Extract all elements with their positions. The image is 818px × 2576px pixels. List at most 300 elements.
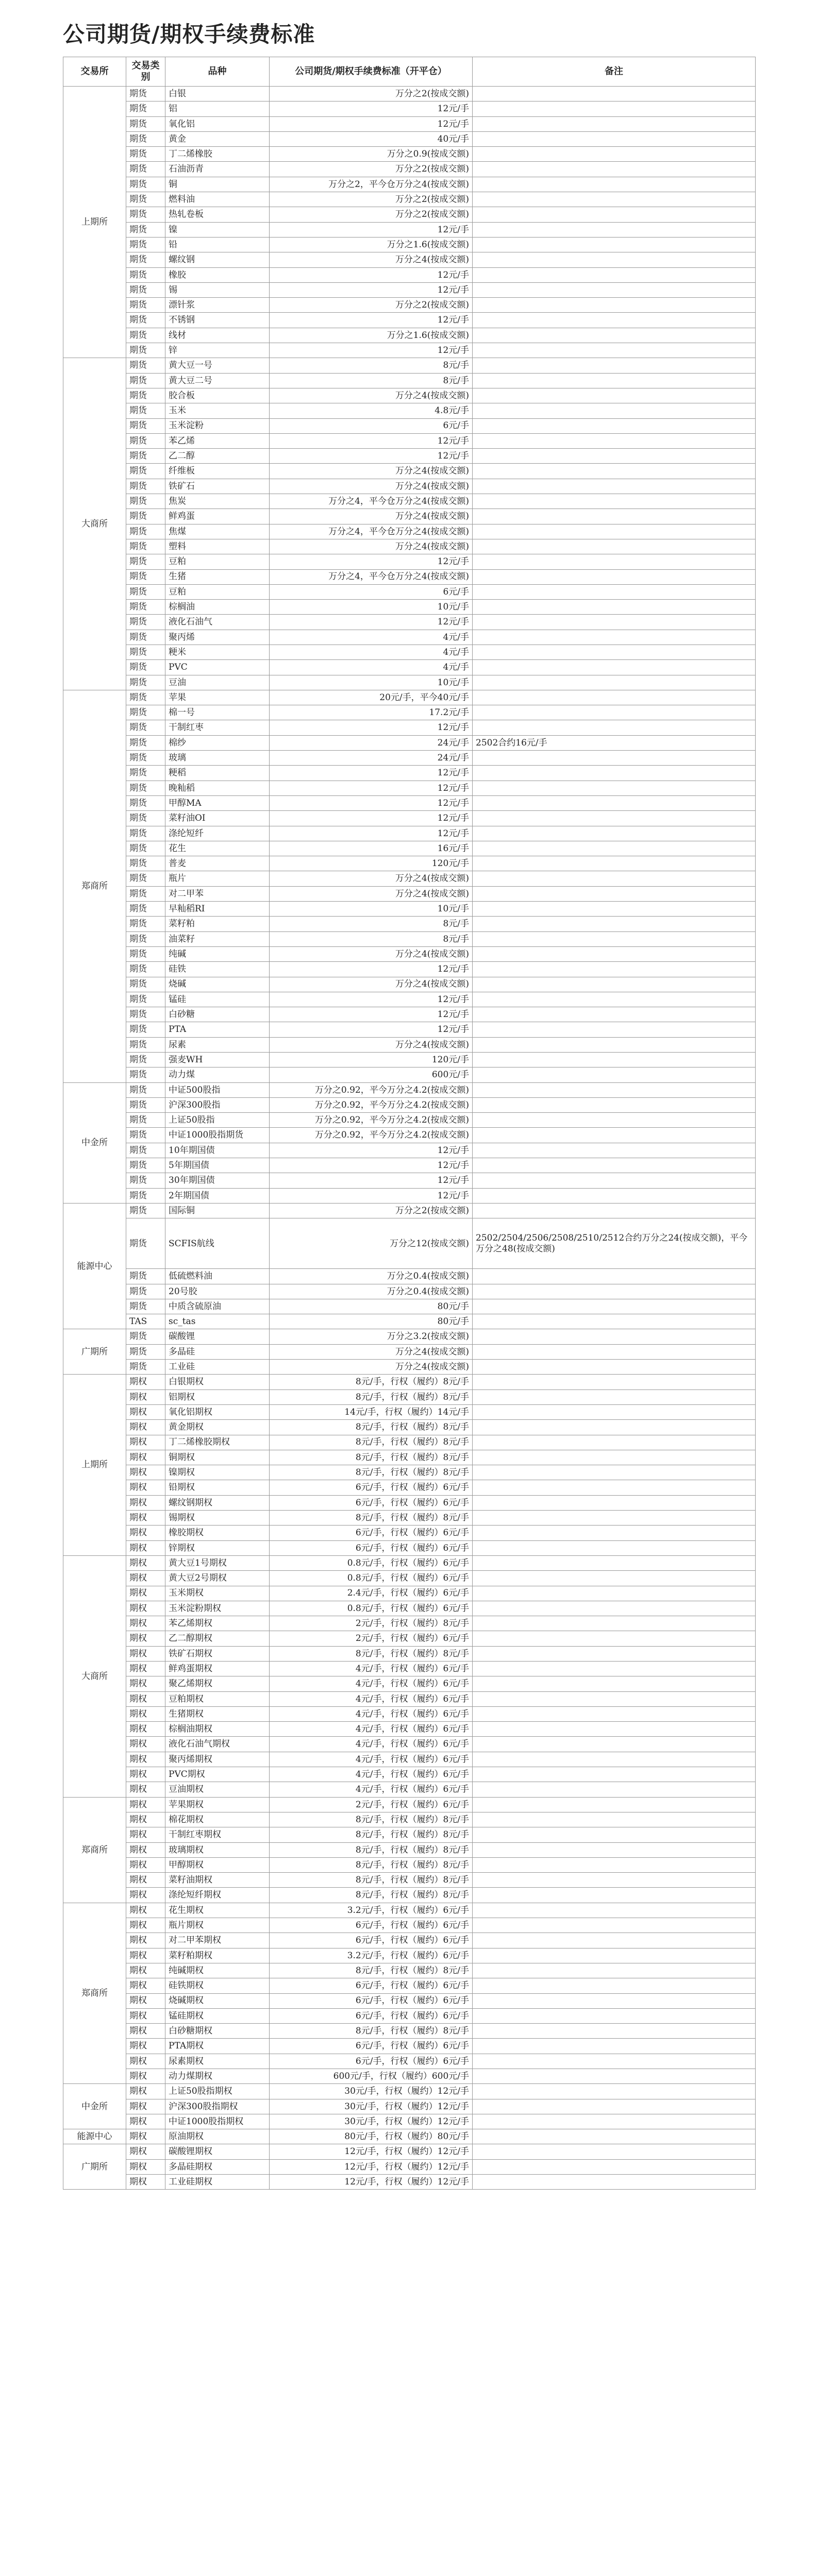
note-cell (473, 1827, 756, 1842)
table-row (63, 766, 756, 781)
note-cell (473, 1857, 756, 1872)
product-cell: 晚籼稻 (165, 781, 270, 795)
product-cell: 聚丙烯 (165, 630, 270, 645)
category-cell: 期权 (126, 2054, 165, 2069)
category-cell: 期权 (126, 1631, 165, 1646)
note-cell (473, 494, 756, 509)
note-cell (473, 282, 756, 297)
note-cell (473, 1480, 756, 1495)
fee-cell: 4元/手，行权（履约）6元/手 (270, 1706, 473, 1721)
product-cell: 30年期国债 (165, 1173, 270, 1188)
fee-cell: 4元/手，行权（履约）6元/手 (270, 1782, 473, 1797)
table-row (63, 826, 756, 841)
note-cell (473, 886, 756, 901)
note-cell (473, 192, 756, 207)
category-cell: 期货 (126, 946, 165, 961)
category-cell: 期货 (126, 192, 165, 207)
note-cell (473, 1555, 756, 1570)
fee-cell: 8元/手，行权（履约）8元/手 (270, 1389, 473, 1404)
fee-cell: 万分之0.9(按成交额) (270, 147, 473, 162)
fee-cell: 8元/手，行权（履约）8元/手 (270, 1511, 473, 1526)
note-cell (473, 705, 756, 720)
fee-cell: 120元/手 (270, 856, 473, 871)
category-cell: 期货 (126, 313, 165, 328)
table-row (63, 237, 756, 252)
note-cell (473, 1022, 756, 1037)
header-exchange: 交易所 (63, 57, 126, 87)
category-cell: 期货 (126, 1053, 165, 1067)
fee-cell: 12元/手 (270, 1173, 473, 1188)
note-cell (473, 1037, 756, 1052)
fee-cell: 24元/手 (270, 735, 473, 750)
note-cell (473, 1616, 756, 1631)
note-cell (473, 690, 756, 705)
table-row (63, 1767, 756, 1782)
product-cell: 烧碱 (165, 977, 270, 992)
table-row (63, 1113, 756, 1128)
note-cell (473, 554, 756, 569)
product-cell: 橡胶期权 (165, 1526, 270, 1540)
note-cell (473, 1450, 756, 1465)
note-cell (473, 358, 756, 373)
exchange-cell: 上期所 (63, 1375, 126, 1556)
note-cell (473, 1526, 756, 1540)
product-cell: 橡胶 (165, 267, 270, 282)
category-cell: 期货 (126, 207, 165, 222)
exchange-cell: 能源中心 (63, 1203, 126, 1329)
fee-cell: 80元/手，行权（履约）80元/手 (270, 2129, 473, 2144)
product-cell: 生猪 (165, 569, 270, 584)
category-cell: 期权 (126, 2159, 165, 2174)
table-row (63, 1360, 756, 1375)
fee-cell: 12元/手 (270, 992, 473, 1007)
note-cell (473, 569, 756, 584)
table-row (63, 1053, 756, 1067)
note-cell (473, 403, 756, 418)
table-row (63, 1752, 756, 1767)
product-cell: 烧碱期权 (165, 1993, 270, 2008)
product-cell: 豆粕 (165, 554, 270, 569)
product-cell: 铅 (165, 237, 270, 252)
category-cell: 期货 (126, 222, 165, 237)
note-cell (473, 1113, 756, 1128)
fee-cell: 10元/手 (270, 675, 473, 690)
table-row (63, 2008, 756, 2023)
fee-cell: 3.2元/手，行权（履约）6元/手 (270, 1948, 473, 1963)
product-cell: 锌期权 (165, 1540, 270, 1555)
fee-cell: 8元/手，行权（履约）8元/手 (270, 1873, 473, 1888)
table-row (63, 2144, 756, 2159)
note-cell (473, 1586, 756, 1601)
table-row (63, 781, 756, 795)
fee-cell: 12元/手，行权（履约）12元/手 (270, 2159, 473, 2174)
product-cell: 纯碱期权 (165, 1963, 270, 1978)
product-cell: 粳米 (165, 645, 270, 659)
fee-cell: 万分之2(按成交额) (270, 298, 473, 313)
category-cell: 期权 (126, 1616, 165, 1631)
product-cell: 聚乙烯期权 (165, 1676, 270, 1691)
exchange-cell: 能源中心 (63, 2129, 126, 2144)
note-cell (473, 1873, 756, 1888)
product-cell: 花生 (165, 841, 270, 856)
fee-cell: 12元/手 (270, 720, 473, 735)
fee-cell: 4.8元/手 (270, 403, 473, 418)
page-title: 公司期货/期权手续费标准 (63, 22, 315, 47)
fee-cell: 万分之4(按成交额) (270, 252, 473, 267)
table-row (63, 222, 756, 237)
category-cell: 期货 (126, 162, 165, 177)
table-row (63, 267, 756, 282)
note-cell (473, 1797, 756, 1812)
category-cell: 期货 (126, 856, 165, 871)
product-cell: 玻璃 (165, 751, 270, 766)
category-cell: 期权 (126, 1676, 165, 1691)
note-cell (473, 1511, 756, 1526)
note-cell (473, 2114, 756, 2129)
fee-cell: 万分之0.92，平今万分之4.2(按成交额) (270, 1097, 473, 1112)
note-cell (473, 2129, 756, 2144)
fee-cell: 12元/手 (270, 267, 473, 282)
product-cell: 菜籽粕 (165, 917, 270, 931)
product-cell: 鲜鸡蛋 (165, 509, 270, 524)
note-cell (473, 418, 756, 433)
product-cell: 镍 (165, 222, 270, 237)
note-cell (473, 2039, 756, 2054)
note-cell (473, 313, 756, 328)
exchange-cell: 中金所 (63, 1082, 126, 1203)
category-cell: 期货 (126, 282, 165, 297)
category-cell: 期货 (126, 1128, 165, 1143)
category-cell: 期权 (126, 1903, 165, 1918)
fee-cell: 万分之4(按成交额) (270, 388, 473, 403)
note-cell (473, 449, 756, 464)
fee-cell: 万分之4(按成交额) (270, 464, 473, 479)
product-cell: 乙二醇 (165, 449, 270, 464)
note-cell (473, 464, 756, 479)
fee-cell: 8元/手，行权（履约）8元/手 (270, 1435, 473, 1450)
category-cell: 期权 (126, 2175, 165, 2190)
product-cell: 涤纶短纤 (165, 826, 270, 841)
product-cell: PVC期权 (165, 1767, 270, 1782)
fee-cell: 万分之4(按成交额) (270, 886, 473, 901)
note-cell (473, 811, 756, 826)
product-cell: 甲醇MA (165, 795, 270, 810)
category-cell: 期货 (126, 358, 165, 373)
product-cell: 苯乙烯 (165, 433, 270, 448)
product-cell: 碳酸锂 (165, 1329, 270, 1344)
note-cell (473, 1329, 756, 1344)
product-cell: 氧化铝期权 (165, 1404, 270, 1419)
category-cell: 期货 (126, 403, 165, 418)
product-cell: 甲醇期权 (165, 1857, 270, 1872)
note-cell (473, 298, 756, 313)
table-row (63, 811, 756, 826)
product-cell: 菜籽油期权 (165, 1873, 270, 1888)
fee-cell: 6元/手，行权（履约）6元/手 (270, 1540, 473, 1555)
table-row (63, 1269, 756, 1284)
fee-cell: 0.8元/手，行权（履约）6元/手 (270, 1571, 473, 1586)
category-cell: 期权 (126, 1888, 165, 1903)
fee-cell: 6元/手，行权（履约）6元/手 (270, 2054, 473, 2069)
table-row (63, 1143, 756, 1158)
category-cell: 期货 (126, 539, 165, 554)
product-cell: 白砂糖 (165, 1007, 270, 1022)
table-row (63, 1842, 756, 1857)
note-cell (473, 1158, 756, 1173)
category-cell: 期货 (126, 675, 165, 690)
product-cell: 棉一号 (165, 705, 270, 720)
note-cell (473, 1933, 756, 1948)
fee-cell: 12元/手 (270, 795, 473, 810)
note-cell (473, 766, 756, 781)
table-row (63, 1450, 756, 1465)
fee-cell: 万分之4(按成交额) (270, 1360, 473, 1375)
category-cell: 期货 (126, 781, 165, 795)
category-cell: 期权 (126, 1646, 165, 1661)
note-cell (473, 1203, 756, 1218)
note-cell (473, 795, 756, 810)
table-row (63, 751, 756, 766)
category-cell: 期权 (126, 1375, 165, 1389)
note-cell (473, 1631, 756, 1646)
product-cell: sc_tas (165, 1314, 270, 1329)
category-cell: 期权 (126, 2144, 165, 2159)
note-cell (473, 1737, 756, 1752)
product-cell: 瓶片期权 (165, 1918, 270, 1933)
category-cell: 期权 (126, 1540, 165, 1555)
product-cell: 早籼稻RI (165, 902, 270, 917)
table-row (63, 600, 756, 615)
fee-cell: 6元/手，行权（履约）6元/手 (270, 2039, 473, 2054)
category-cell: 期权 (126, 1827, 165, 1842)
table-row (63, 584, 756, 599)
fee-cell: 万分之4(按成交额) (270, 509, 473, 524)
table-row (63, 1173, 756, 1188)
product-cell: 聚丙烯期权 (165, 1752, 270, 1767)
table-row (63, 252, 756, 267)
fee-cell: 6元/手 (270, 418, 473, 433)
note-cell (473, 871, 756, 886)
fee-cell: 4元/手，行权（履约）6元/手 (270, 1691, 473, 1706)
table-row (63, 946, 756, 961)
category-cell: 期货 (126, 509, 165, 524)
product-cell: 铝期权 (165, 1389, 270, 1404)
table-row (63, 1375, 756, 1389)
table-row (63, 494, 756, 509)
category-cell: 期权 (126, 1691, 165, 1706)
fee-cell: 600元/手，行权（履约）600元/手 (270, 2069, 473, 2084)
fee-cell: 2元/手，行权（履约）8元/手 (270, 1616, 473, 1631)
category-cell: 期权 (126, 1857, 165, 1872)
note-cell (473, 615, 756, 630)
category-cell: 期货 (126, 524, 165, 539)
note-cell (473, 131, 756, 146)
category-cell: 期货 (126, 977, 165, 992)
note-cell (473, 1571, 756, 1586)
table-row (63, 1389, 756, 1404)
note-cell (473, 1097, 756, 1112)
fee-cell: 12元/手 (270, 1022, 473, 1037)
table-row (63, 328, 756, 343)
note-cell (473, 524, 756, 539)
note-cell (473, 2024, 756, 2039)
table-row (63, 87, 756, 101)
fee-cell: 万分之2(按成交额) (270, 1203, 473, 1218)
fee-cell: 0.8元/手，行权（履约）6元/手 (270, 1555, 473, 1570)
note-cell (473, 1389, 756, 1404)
table-row (63, 1706, 756, 1721)
fee-cell: 80元/手 (270, 1299, 473, 1314)
fee-cell: 30元/手，行权（履约）12元/手 (270, 2114, 473, 2129)
category-cell: 期权 (126, 2024, 165, 2039)
fee-cell: 4元/手，行权（履约）6元/手 (270, 1676, 473, 1691)
table-row (63, 403, 756, 418)
product-cell: 尿素 (165, 1037, 270, 1052)
category-cell: 期权 (126, 1933, 165, 1948)
product-cell: 涤纶短纤期权 (165, 1888, 270, 1903)
product-cell: 锡期权 (165, 1511, 270, 1526)
category-cell: 期货 (126, 826, 165, 841)
category-cell: 期货 (126, 237, 165, 252)
table-row (63, 1978, 756, 1993)
category-cell: 期货 (126, 1269, 165, 1284)
note-cell (473, 917, 756, 931)
fee-cell: 12元/手，行权（履约）12元/手 (270, 2175, 473, 2190)
product-cell: 硅铁 (165, 962, 270, 977)
table-row (63, 2039, 756, 2054)
note-cell (473, 2008, 756, 2023)
note-cell (473, 1404, 756, 1419)
product-cell: 棉纱 (165, 735, 270, 750)
product-cell: 菜籽油OI (165, 811, 270, 826)
product-cell: 铁矿石期权 (165, 1646, 270, 1661)
product-cell: 锰硅 (165, 992, 270, 1007)
category-cell: 期货 (126, 705, 165, 720)
note-cell (473, 237, 756, 252)
fee-cell: 8元/手，行权（履约）8元/手 (270, 1465, 473, 1480)
category-cell: 期权 (126, 1812, 165, 1827)
table-row (63, 2054, 756, 2069)
note-cell (473, 902, 756, 917)
table-row (63, 675, 756, 690)
note-cell (473, 1993, 756, 2008)
product-cell: 5年期国债 (165, 1158, 270, 1173)
note-cell (473, 1978, 756, 1993)
table-row (63, 1495, 756, 1510)
note-cell (473, 1465, 756, 1480)
product-cell: 氧化铝 (165, 116, 270, 131)
fee-cell: 万分之3.2(按成交额) (270, 1329, 473, 1344)
table-row (63, 569, 756, 584)
table-row (63, 2024, 756, 2039)
product-cell: PTA (165, 1022, 270, 1037)
product-cell: 黄金期权 (165, 1420, 270, 1435)
fee-cell: 8元/手，行权（履约）8元/手 (270, 2024, 473, 2039)
category-cell: 期货 (126, 116, 165, 131)
note-cell (473, 1495, 756, 1510)
table-row (63, 1918, 756, 1933)
header-note: 备注 (473, 57, 756, 87)
category-cell: 期货 (126, 1360, 165, 1375)
note-cell (473, 1435, 756, 1450)
product-cell: 上证50股指 (165, 1113, 270, 1128)
category-cell: 期权 (126, 1948, 165, 1963)
product-cell: 20号胶 (165, 1284, 270, 1299)
fee-cell: 6元/手，行权（履约）6元/手 (270, 2008, 473, 2023)
product-cell: 生猪期权 (165, 1706, 270, 1721)
category-cell: 期权 (126, 1404, 165, 1419)
category-cell: 期货 (126, 917, 165, 931)
table-row (63, 116, 756, 131)
product-cell: 玉米淀粉 (165, 418, 270, 433)
category-cell: 期货 (126, 1022, 165, 1037)
product-cell: 豆粕期权 (165, 1691, 270, 1706)
note-cell (473, 1646, 756, 1661)
fee-cell: 万分之2(按成交额) (270, 162, 473, 177)
fee-cell: 12元/手 (270, 826, 473, 841)
category-cell: 期货 (126, 871, 165, 886)
table-row (63, 856, 756, 871)
product-cell: 白砂糖期权 (165, 2024, 270, 2039)
fee-cell: 12元/手 (270, 554, 473, 569)
product-cell: 尿素期权 (165, 2054, 270, 2069)
table-row (63, 101, 756, 116)
exchange-cell: 广期所 (63, 1329, 126, 1375)
table-row (63, 1344, 756, 1359)
category-cell: 期权 (126, 1722, 165, 1737)
note-cell (473, 1420, 756, 1435)
product-cell: 锡 (165, 282, 270, 297)
table-row (63, 1873, 756, 1888)
table-row (63, 192, 756, 207)
category-cell: 期权 (126, 1918, 165, 1933)
fee-cell: 万分之4，平今仓万分之4(按成交额) (270, 494, 473, 509)
fee-cell: 600元/手 (270, 1067, 473, 1082)
product-cell: 普麦 (165, 856, 270, 871)
table-row (63, 1993, 756, 2008)
category-cell: 期货 (126, 931, 165, 946)
product-cell: 棉花期权 (165, 1812, 270, 1827)
note-cell (473, 2084, 756, 2099)
category-cell: 期权 (126, 1706, 165, 1721)
product-cell: 锌 (165, 343, 270, 358)
product-cell: 上证50股指期权 (165, 2084, 270, 2099)
category-cell: 期权 (126, 1526, 165, 1540)
fee-cell: 6元/手 (270, 584, 473, 599)
table-row (63, 358, 756, 373)
table-row (63, 1812, 756, 1827)
table-row (63, 977, 756, 992)
product-cell: 中证1000股指期权 (165, 2114, 270, 2129)
fee-cell: 8元/手 (270, 358, 473, 373)
fee-cell: 8元/手，行权（履约）8元/手 (270, 1842, 473, 1857)
category-cell: 期权 (126, 1978, 165, 1993)
table-row (63, 615, 756, 630)
table-row (63, 343, 756, 358)
category-cell: 期权 (126, 2084, 165, 2099)
category-cell: 期货 (126, 630, 165, 645)
fee-cell: 6元/手，行权（履约）6元/手 (270, 1933, 473, 1948)
fee-cell: 8元/手，行权（履约）8元/手 (270, 1646, 473, 1661)
category-cell: 期货 (126, 298, 165, 313)
fee-cell: 12元/手 (270, 1143, 473, 1158)
fee-cell: 80元/手 (270, 1314, 473, 1329)
category-cell: 期货 (126, 766, 165, 781)
fee-cell: 万分之4(按成交额) (270, 539, 473, 554)
note-cell (473, 101, 756, 116)
category-cell: 期货 (126, 1173, 165, 1188)
note-cell (473, 479, 756, 494)
